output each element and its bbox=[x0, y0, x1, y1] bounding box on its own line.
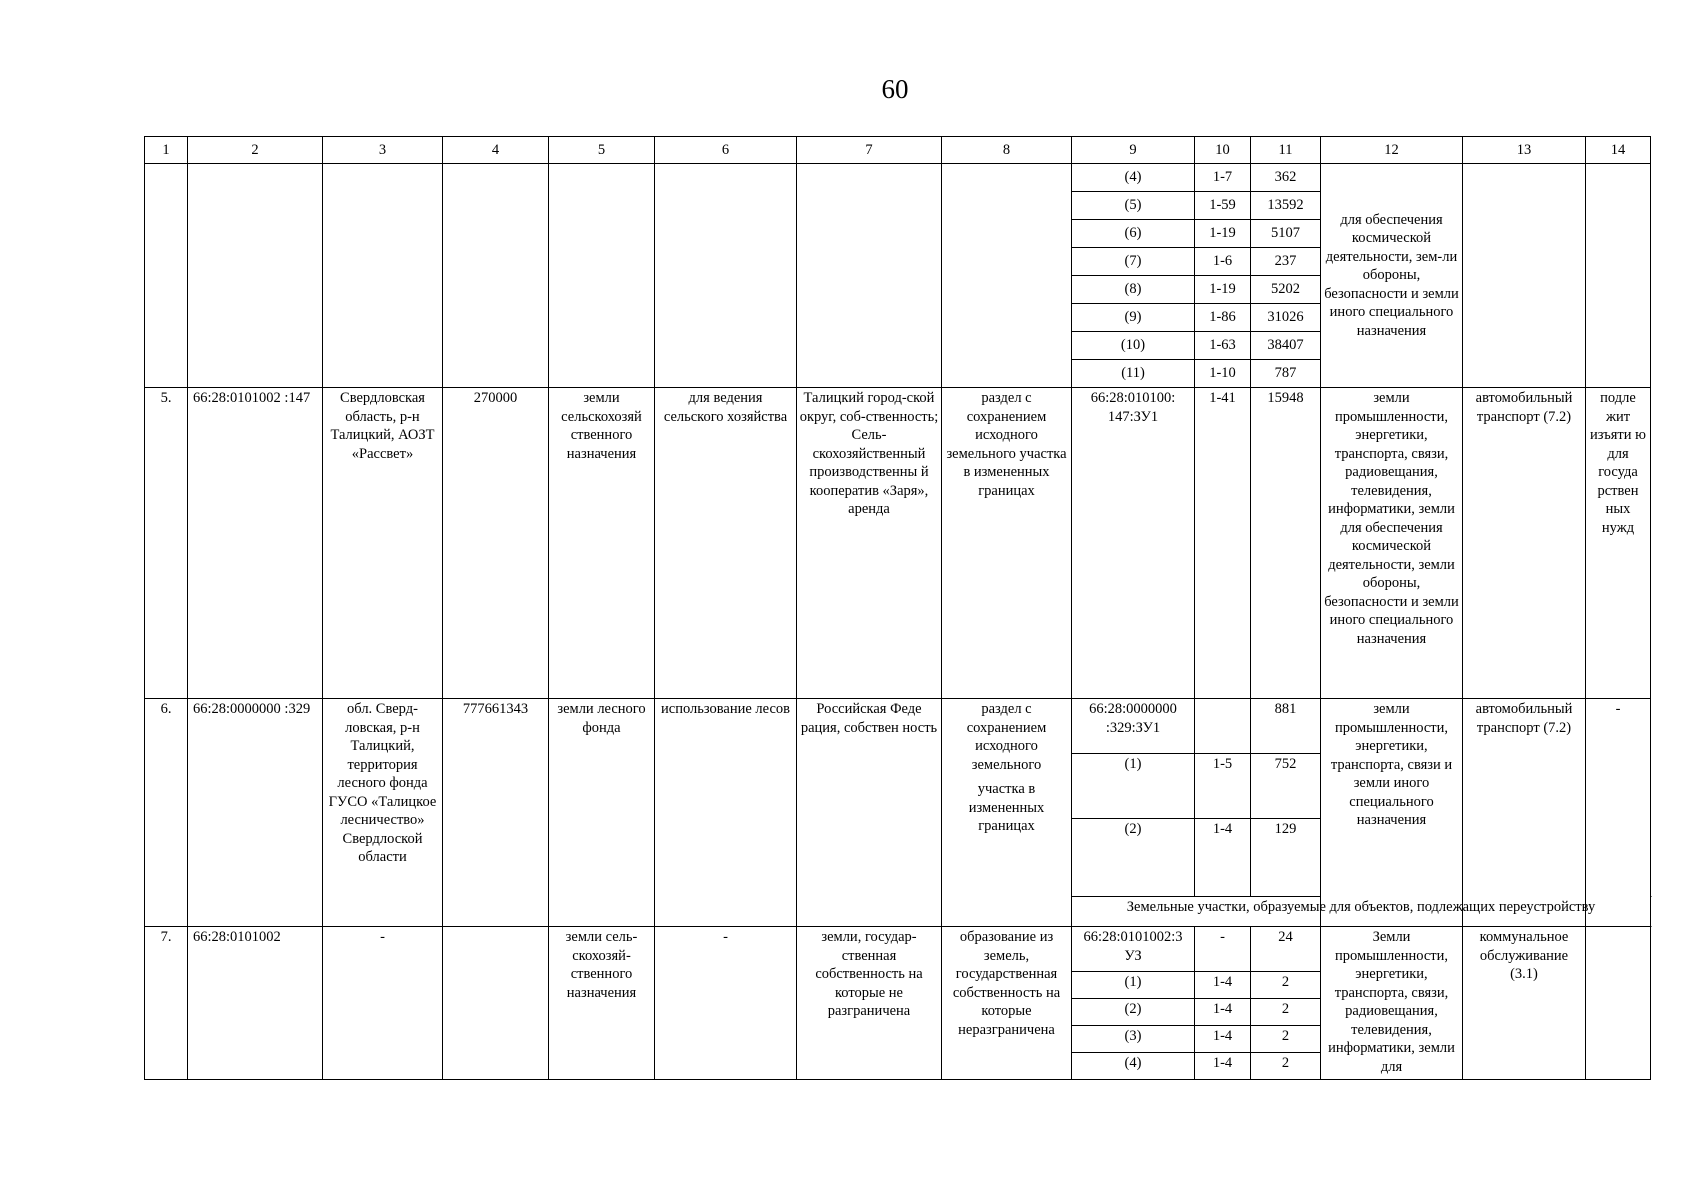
address-cell: Свердловская область, р-н Талицкий, АОЗТ «Рассвет» bbox=[323, 388, 443, 699]
table-cell bbox=[1586, 164, 1651, 388]
land-category-cell: земли промышленности, энергетики, транспорта, связи, радиовещания, телевидения, информатики, земли для обеспечения космической деятельности, земли обороны, безопасности и земли иного специального назначения bbox=[1321, 388, 1463, 699]
header-cell: 3 bbox=[323, 137, 443, 164]
note-cell: - bbox=[1586, 699, 1651, 927]
point-range: 1-4 bbox=[1195, 1053, 1251, 1080]
permitted-use-cell: автомобильный транспорт (7.2) bbox=[1463, 699, 1586, 927]
point-range: 1-5 bbox=[1195, 754, 1251, 819]
table-row bbox=[145, 388, 1651, 699]
area-value: 38407 bbox=[1251, 332, 1321, 360]
table-cell bbox=[188, 164, 323, 388]
header-cell: 12 bbox=[1321, 137, 1463, 164]
contour-number: (6) bbox=[1072, 220, 1195, 248]
page-number: 60 bbox=[881, 74, 909, 104]
contour-number: (4) bbox=[1072, 164, 1195, 192]
point-range: 1-4 bbox=[1195, 1026, 1251, 1053]
cadastral-number: 66:28:0000000 :329 bbox=[188, 699, 323, 927]
cadastral-number: 66:28:0101002 :147 bbox=[188, 388, 323, 699]
point-range: 1-19 bbox=[1195, 276, 1251, 304]
address-cell: обл. Сверд-ловская, р-н Талицкий, территория лесного фонда ГУСО «Талицкое лесничество» Свердлоской области bbox=[323, 699, 443, 927]
rights-holder-cell: Талицкий город-ской округ, соб-ственность; Сель-скохозяйственный производственны й кооператив «Заря», аренда bbox=[797, 388, 942, 699]
section-heading: Земельные участки, образуемые для объектов, подлежащих переустройству bbox=[1072, 897, 1651, 927]
cadastral-number: 66:28:0101002 bbox=[188, 927, 323, 1080]
area-value: 5202 bbox=[1251, 276, 1321, 304]
area-cell: 777661343 bbox=[443, 699, 549, 927]
contour-number: (1) bbox=[1072, 972, 1195, 999]
header-cell: 4 bbox=[443, 137, 549, 164]
area-value: 787 bbox=[1251, 360, 1321, 388]
area-value: 2 bbox=[1251, 972, 1321, 999]
point-range: 1-10 bbox=[1195, 360, 1251, 388]
table-row bbox=[145, 164, 1651, 192]
point-range: 1-4 bbox=[1195, 819, 1251, 897]
row-number: 6. bbox=[145, 699, 188, 927]
row-number: 7. bbox=[145, 927, 188, 1080]
rights-holder-cell: Российская Феде рация, собствен ность bbox=[797, 699, 942, 927]
area-value: 5107 bbox=[1251, 220, 1321, 248]
area-cell: 270000 bbox=[443, 388, 549, 699]
header-cell: 10 bbox=[1195, 137, 1251, 164]
contour-number: (8) bbox=[1072, 276, 1195, 304]
permitted-use-cell: - bbox=[655, 927, 797, 1080]
table-cell bbox=[797, 164, 942, 388]
permitted-use-cell: использование лесов bbox=[655, 699, 797, 927]
area-cell bbox=[443, 927, 549, 1080]
header-cell: 5 bbox=[549, 137, 655, 164]
permitted-use-cell: для ведения сельского хозяйства bbox=[655, 388, 797, 699]
contour-number: (1) bbox=[1072, 754, 1195, 819]
land-category-cell: Земли промышленности, энергетики, транспорта, связи, радиовещания, телевидения, информатики, земли для bbox=[1321, 927, 1463, 1080]
header-cell: 6 bbox=[655, 137, 797, 164]
table-cell bbox=[323, 164, 443, 388]
header-cell: 13 bbox=[1463, 137, 1586, 164]
formation-method-text: раздел с сохранением исходного земельного bbox=[966, 701, 1047, 773]
formation-method-cell bbox=[942, 699, 1072, 927]
land-plots-table bbox=[144, 136, 1651, 1080]
land-category-cell: для обеспечения космической деятельности, зем-ли обороны, безопасности и земли иного специального назначения bbox=[1321, 164, 1463, 388]
contour-number: (2) bbox=[1072, 819, 1195, 897]
note-cell bbox=[1586, 927, 1651, 1080]
contour-number: (2) bbox=[1072, 999, 1195, 1026]
table-cell bbox=[942, 164, 1072, 388]
new-plot-number: 66:28:010100: 147:ЗУ1 bbox=[1072, 388, 1195, 699]
row-number: 5. bbox=[145, 388, 188, 699]
area-value: 13592 bbox=[1251, 192, 1321, 220]
area-value: 24 bbox=[1251, 927, 1321, 972]
contour-number: (3) bbox=[1072, 1026, 1195, 1053]
contour-number: (5) bbox=[1072, 192, 1195, 220]
point-range: 1-4 bbox=[1195, 999, 1251, 1026]
table-row bbox=[145, 927, 1651, 972]
point-range: 1-86 bbox=[1195, 304, 1251, 332]
point-range: 1-6 bbox=[1195, 248, 1251, 276]
permitted-use-cell: коммунальное обслуживание (3.1) bbox=[1463, 927, 1586, 1080]
table-cell bbox=[549, 164, 655, 388]
contour-number: (11) bbox=[1072, 360, 1195, 388]
area-value: 237 bbox=[1251, 248, 1321, 276]
area-value: 752 bbox=[1251, 754, 1321, 819]
permitted-use-cell: автомобильный транспорт (7.2) bbox=[1463, 388, 1586, 699]
table-cell bbox=[1463, 164, 1586, 388]
header-cell: 8 bbox=[942, 137, 1072, 164]
area-value: 129 bbox=[1251, 819, 1321, 897]
point-range: 1-19 bbox=[1195, 220, 1251, 248]
formation-method-cell: раздел с сохранением исходного земельного участка в измененных границах bbox=[942, 388, 1072, 699]
point-range: 1-41 bbox=[1195, 388, 1251, 699]
area-value: 2 bbox=[1251, 1053, 1321, 1080]
land-category-cell: земли сель-скохозяй-ственного назначения bbox=[549, 927, 655, 1080]
area-value: 362 bbox=[1251, 164, 1321, 192]
table-cell bbox=[145, 164, 188, 388]
point-range: 1-59 bbox=[1195, 192, 1251, 220]
point-range: - bbox=[1195, 927, 1251, 972]
new-plot-number: 66:28:0101002:3 УЗ bbox=[1072, 927, 1195, 972]
table-row bbox=[145, 699, 1651, 754]
header-cell: 11 bbox=[1251, 137, 1321, 164]
header-row bbox=[145, 137, 1651, 164]
formation-method-text: участка в измененных границах bbox=[968, 781, 1045, 834]
header-cell: 2 bbox=[188, 137, 323, 164]
note-cell: подле жит изъяти ю для госуда рствен ных нужд bbox=[1586, 388, 1651, 699]
area-value: 31026 bbox=[1251, 304, 1321, 332]
land-category-cell: земли промышленности, энергетики, транспорта, связи и земли иного специального назначения bbox=[1321, 699, 1463, 927]
header-cell: 9 bbox=[1072, 137, 1195, 164]
point-range bbox=[1195, 699, 1251, 754]
header-cell: 14 bbox=[1586, 137, 1651, 164]
contour-number: (7) bbox=[1072, 248, 1195, 276]
rights-holder-cell: земли, государ-ственная собственность на которые не разграничена bbox=[797, 927, 942, 1080]
table-cell bbox=[655, 164, 797, 388]
area-value: 15948 bbox=[1251, 388, 1321, 699]
area-value: 2 bbox=[1251, 1026, 1321, 1053]
land-category-cell: земли сельскохозяй ственного назначения bbox=[549, 388, 655, 699]
point-range: 1-63 bbox=[1195, 332, 1251, 360]
table-cell bbox=[443, 164, 549, 388]
point-range: 1-4 bbox=[1195, 972, 1251, 999]
contour-number: (10) bbox=[1072, 332, 1195, 360]
point-range: 1-7 bbox=[1195, 164, 1251, 192]
contour-number: (9) bbox=[1072, 304, 1195, 332]
header-cell: 7 bbox=[797, 137, 942, 164]
land-category-cell: земли лесного фонда bbox=[549, 699, 655, 927]
contour-number: (4) bbox=[1072, 1053, 1195, 1080]
new-plot-number: 66:28:0000000 :329:ЗУ1 bbox=[1072, 699, 1195, 754]
header-cell: 1 bbox=[145, 137, 188, 164]
area-value: 881 bbox=[1251, 699, 1321, 754]
address-cell: - bbox=[323, 927, 443, 1080]
area-value: 2 bbox=[1251, 999, 1321, 1026]
formation-method-cell: образование из земель, государственная собственность на которые неразграничена bbox=[942, 927, 1072, 1080]
